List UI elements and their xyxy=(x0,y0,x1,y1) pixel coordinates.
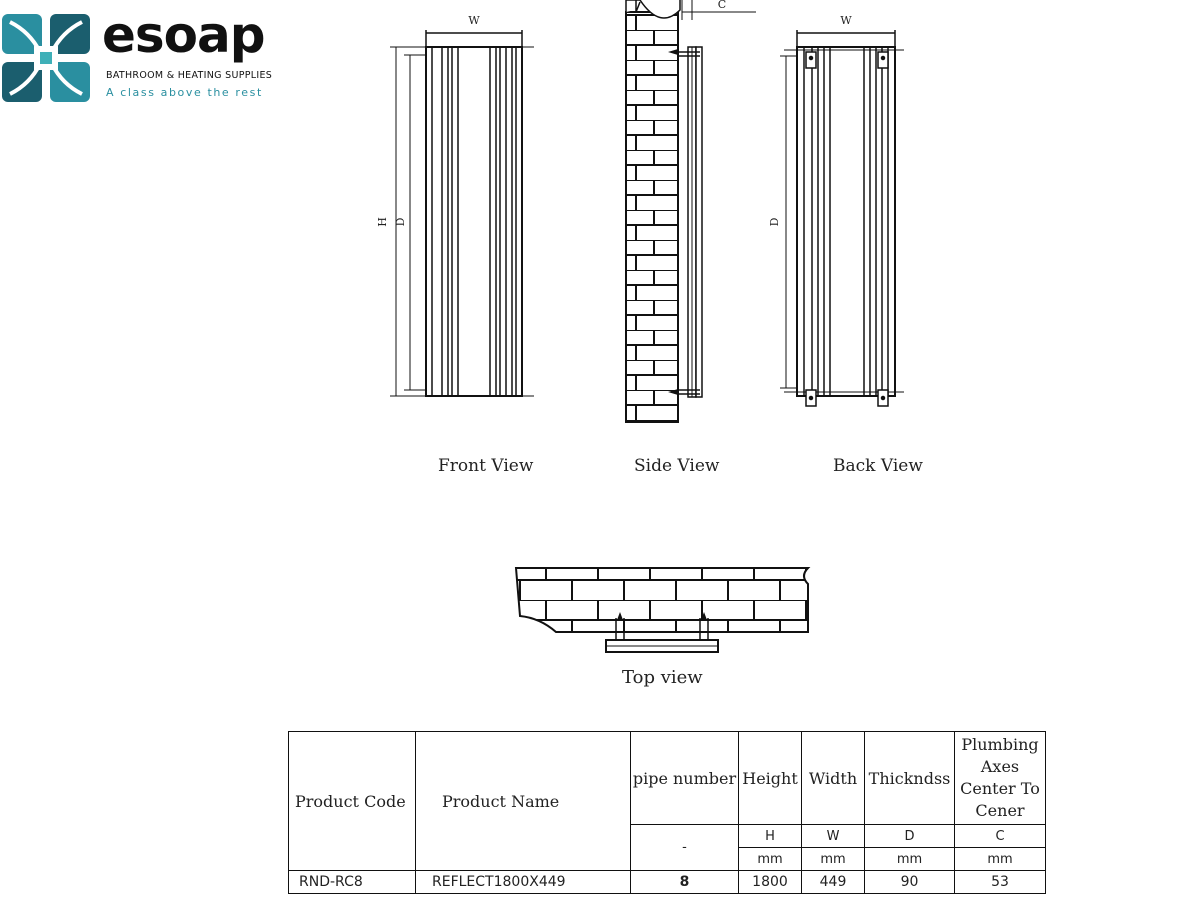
top-view-label: Top view xyxy=(622,667,703,688)
back-depth-label: D xyxy=(768,217,781,227)
header-plumbing-line2: Axes xyxy=(980,757,1020,776)
row-pipe-number: 8 xyxy=(631,871,739,894)
unit-width: mm xyxy=(802,848,865,871)
front-width-label: W xyxy=(468,14,480,27)
header-product-code: Product Code xyxy=(289,732,416,871)
back-view-drawing xyxy=(780,30,904,406)
spec-table xyxy=(288,731,1046,894)
header-plumbing-line1: Plumbing xyxy=(961,735,1039,754)
header-pipe-number: pipe number xyxy=(631,732,739,825)
symbol-thickness: D xyxy=(865,825,955,848)
brand-subtitle: BATHROOM & HEATING SUPPLIES xyxy=(106,70,273,81)
header-height: Height xyxy=(739,732,802,825)
header-plumbing xyxy=(955,732,1046,825)
unit-plumbing: mm xyxy=(955,848,1046,871)
side-view-label: Side View xyxy=(634,456,720,476)
back-view-label: Back View xyxy=(833,456,923,476)
row-thickness: 90 xyxy=(865,871,955,894)
symbol-plumbing: C xyxy=(955,825,1046,848)
row-plumbing: 53 xyxy=(955,871,1046,894)
brand-tagline: A class above the rest xyxy=(106,86,263,99)
unit-height: mm xyxy=(739,848,802,871)
row-product-name: REFLECT1800X449 xyxy=(416,871,631,894)
header-product-name: Product Name xyxy=(416,732,631,871)
header-thickness: Thickndss xyxy=(865,732,955,825)
header-plumbing-line3: Center To xyxy=(960,779,1040,798)
symbol-pipe-number: - xyxy=(631,825,739,871)
front-height-label: H xyxy=(376,217,389,227)
top-view-drawing xyxy=(516,568,808,652)
row-product-code: RND-RC8 xyxy=(289,871,416,894)
symbol-height: H xyxy=(739,825,802,848)
header-plumbing-line4: Cener xyxy=(975,801,1025,820)
front-view-drawing xyxy=(390,30,534,396)
table-row xyxy=(289,871,1046,894)
unit-thickness: mm xyxy=(865,848,955,871)
header-width: Width xyxy=(802,732,865,825)
front-view-label: Front View xyxy=(438,456,534,476)
side-view-drawing xyxy=(626,0,756,422)
brand-name: esoap xyxy=(102,6,265,64)
row-height: 1800 xyxy=(739,871,802,894)
symbol-width: W xyxy=(802,825,865,848)
back-width-label: W xyxy=(840,14,852,27)
row-width: 449 xyxy=(802,871,865,894)
front-depth-label: D xyxy=(394,217,407,227)
side-center-label: C xyxy=(717,0,727,11)
